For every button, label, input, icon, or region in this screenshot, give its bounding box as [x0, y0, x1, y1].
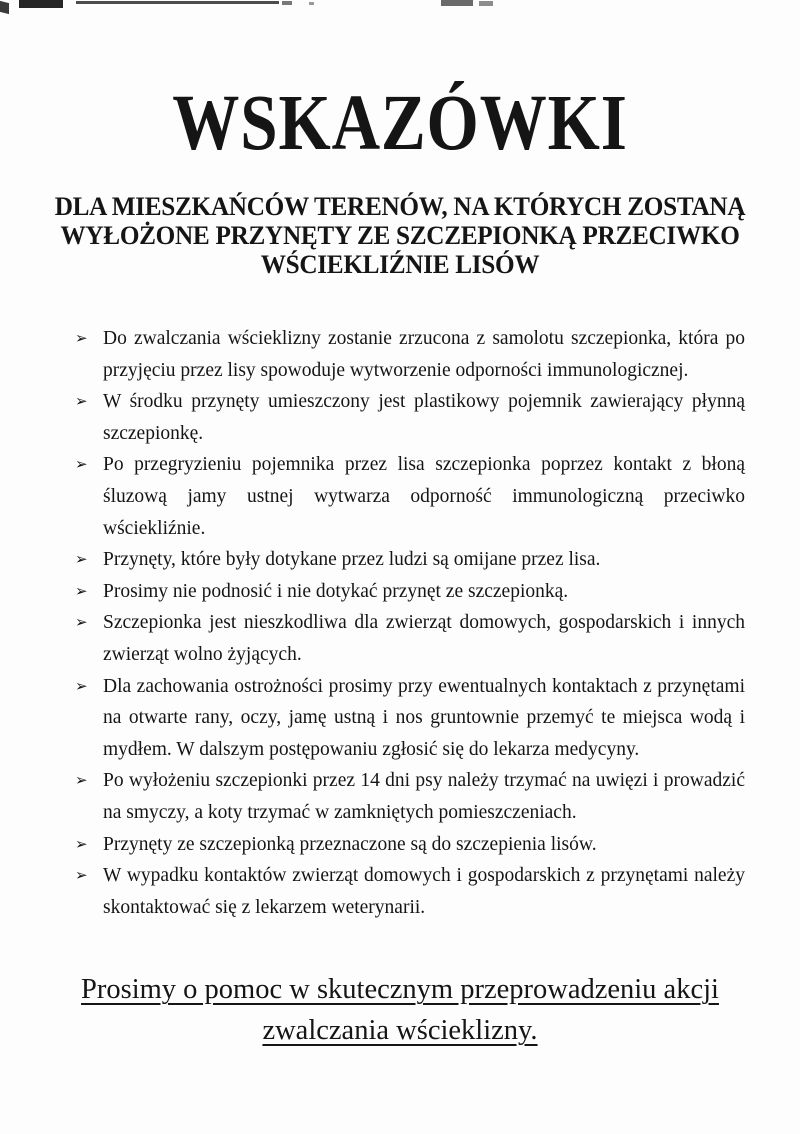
list-item-text: Przynęty, które były dotykane przez ludzi są omijane przez lisa.	[103, 549, 601, 571]
arrowhead-bullet-icon: ➢	[75, 613, 88, 632]
page-title: WSKAZÓWKI	[172, 80, 628, 167]
list-item-text: W środku przynęty umieszczony jest plastikowy pojemnik zawierający płynną szczepionkę.	[103, 391, 745, 444]
arrowhead-bullet-icon: ➢	[75, 329, 88, 347]
list-item-text: W wypadku kontaktów zwierząt domowych i gospodarskich z przynętami należy skontaktować się z lekarzem weterynarii.	[103, 865, 745, 918]
scan-artifact	[479, 1, 493, 6]
list-item	[65, 386, 745, 449]
list-item	[65, 576, 745, 608]
list-item	[65, 607, 745, 670]
list-item	[65, 765, 745, 828]
instruction-list	[65, 323, 745, 923]
subtitle-line: WŚCIEKLIŹNIE LISÓW	[260, 250, 540, 279]
list-item-text: Dla zachowania ostrożności prosimy przy ewentualnych kontaktach z przynętami na otwarte rany, oczy, jamę ustną i nos gruntownie przemyć te miejsca wodą i mydłem. W dalszym postępowaniu zgłosić się do lekarza medycyny.	[103, 675, 745, 760]
scan-artifact	[0, 1, 9, 14]
list-item-text: Szczepionka jest nieszkodliwa dla zwierząt domowych, gospodarskich i innych zwierząt wolno żyjących.	[103, 612, 745, 665]
page-subtitle	[12, 192, 788, 279]
list-item	[65, 860, 745, 923]
list-item-text: Po wyłożeniu szczepionki przez 14 dni psy należy trzymać na uwięzi i prowadzić na smyczy, a koty trzymać w zamkniętych pomieszczeniach.	[103, 770, 745, 823]
list-item	[65, 449, 745, 544]
closing-appeal	[0, 969, 800, 1051]
arrowhead-bullet-icon: ➢	[75, 676, 88, 695]
list-item-text: Po przegryzieniu pojemnika przez lisa szczepionka poprzez kontakt z błoną śluzową jamy ustnej wytwarza odporność immunologiczną przeciwko wściekliźnie.	[103, 454, 745, 539]
list-item-text: Przynęty ze szczepionką przeznaczone są do szczepienia lisów.	[103, 833, 597, 855]
arrowhead-bullet-icon: ➢	[75, 392, 88, 411]
list-item	[65, 323, 745, 386]
subtitle-line: DLA MIESZKAŃCÓW TERENÓW, NA KTÓRYCH ZOSTANĄ	[54, 192, 746, 221]
closing-appeal-line: Prosimy o pomoc w skutecznym przeprowadzeniu akcji	[81, 974, 719, 1006]
list-item	[65, 671, 745, 766]
list-item-text: Do zwalczania wścieklizny zostanie zrzucona z samolotu szczepionka, która po przyjęciu przez lisy spowoduje wytworzenie odporności immunologicznej.	[103, 328, 745, 381]
scan-artifact	[76, 1, 279, 4]
arrowhead-bullet-icon: ➢	[75, 771, 88, 790]
closing-appeal-line: zwalczania wścieklizny.	[262, 1015, 538, 1047]
arrowhead-bullet-icon: ➢	[75, 581, 88, 600]
scan-artifact	[19, 0, 63, 8]
arrowhead-bullet-icon: ➢	[75, 866, 88, 885]
list-item-text: Prosimy nie podnosić i nie dotykać przynęt ze szczepionką.	[103, 580, 569, 602]
arrowhead-bullet-icon: ➢	[75, 550, 88, 569]
list-item	[65, 829, 745, 861]
scan-artifact	[441, 0, 473, 6]
scan-artifact	[282, 1, 292, 5]
arrowhead-bullet-icon: ➢	[75, 834, 88, 853]
arrowhead-bullet-icon: ➢	[75, 455, 88, 474]
scan-artifact	[309, 2, 314, 5]
list-item	[65, 544, 745, 576]
subtitle-line: WYŁOŻONE PRZYNĘTY ZE SZCZEPIONKĄ PRZECIWKO	[60, 221, 740, 250]
